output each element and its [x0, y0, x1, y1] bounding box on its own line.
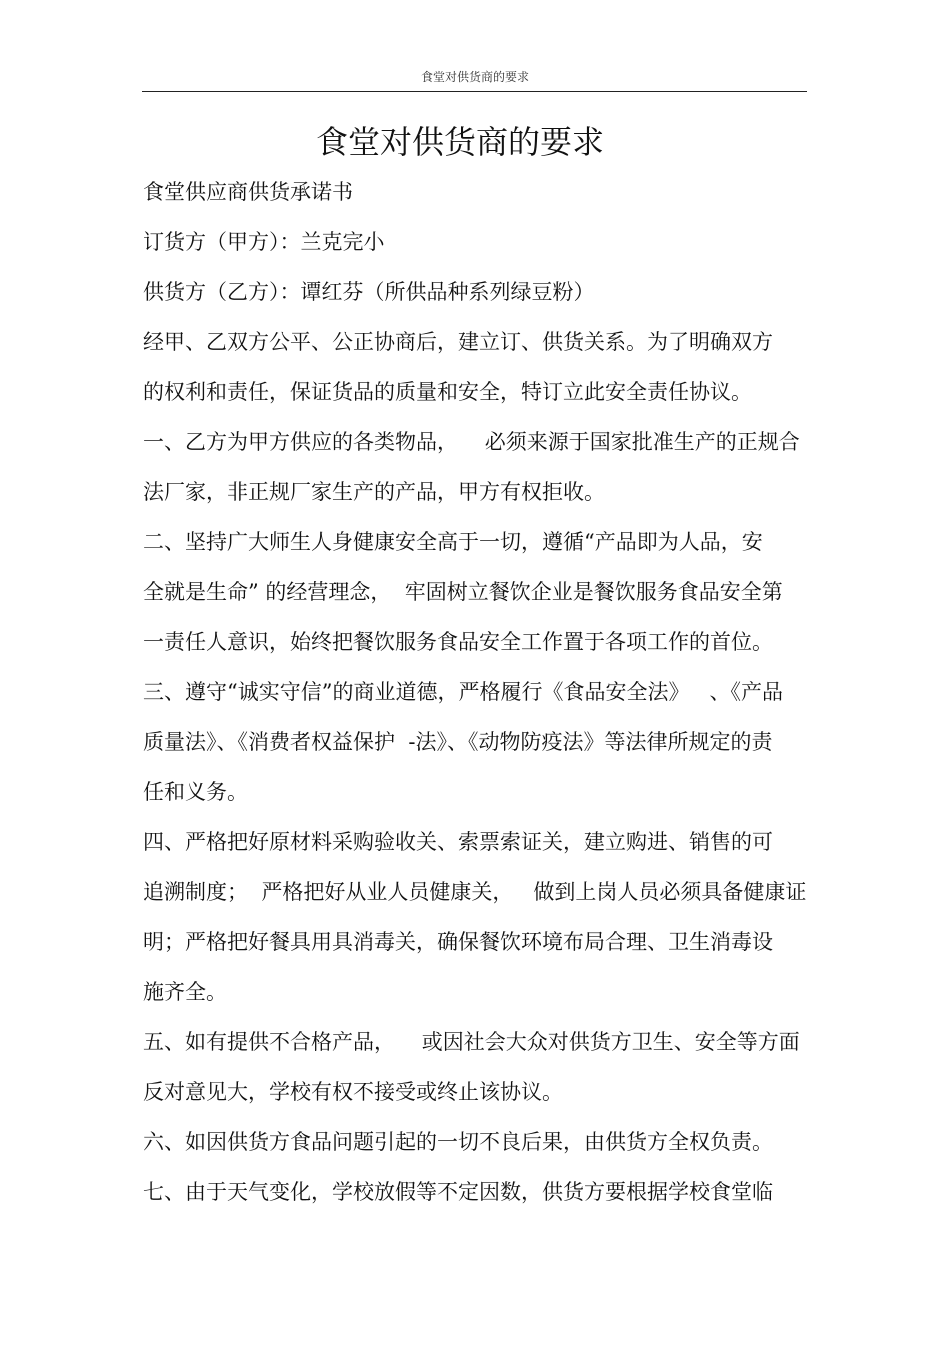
- body-line: 追溯制度； 严格把好从业人员健康关， 做到上岗人员必须具备健康证: [143, 880, 807, 904]
- body-line: 二、坚持广大师生人身健康安全高于一切，遵循“产品即为人品，安: [143, 530, 763, 554]
- body-line: 四、严格把好原材料采购验收关、索票索证关，建立购进、销售的可: [143, 830, 773, 854]
- body-line: 五、如有提供不合格产品， 或因社会大众对供货方卫生、安全等方面: [143, 1030, 800, 1054]
- body-line: 明；严格把好餐具用具消毒关，确保餐饮环境布局合理、卫生消毒设: [143, 930, 773, 954]
- body-line: 任和义务。: [143, 780, 248, 804]
- body-line: 质量法》、《消费者权益保护 -法》、《动物防疫法》等法律所规定的责: [143, 730, 773, 754]
- body-line: 三、遵守“诚实守信”的商业道德，严格履行《食品安全法》 、《产品: [143, 680, 783, 704]
- body-line: 全就是生命” 的经营理念， 牢固树立餐饮企业是餐饮服务食品安全第: [143, 580, 783, 604]
- body-line: 施齐全。: [143, 980, 227, 1004]
- body-line: 订货方（甲方）：兰克完小: [143, 230, 385, 254]
- header-divider: [142, 91, 807, 92]
- body-line: 六、如因供货方食品问题引起的一切不良后果，由供货方全权负责。: [143, 1130, 773, 1154]
- body-line: 的权利和责任，保证货品的质量和安全，特订立此安全责任协议。: [143, 380, 752, 404]
- body-line: 一责任人意识，始终把餐饮服务食品安全工作置于各项工作的首位。: [143, 630, 773, 654]
- body-line: 供货方（乙方）：谭红芬（所供品种系列绿豆粉）: [143, 280, 595, 304]
- body-line: 反对意见大，学校有权不接受或终止该协议。: [143, 1080, 563, 1104]
- body-line: 食堂供应商供货承诺书: [143, 180, 353, 204]
- body-line: 经甲、乙双方公平、公正协商后，建立订、供货关系。为了明确双方: [143, 330, 773, 354]
- running-header: 食堂对供货商的要求: [420, 70, 529, 84]
- document-title: 食堂对供货商的要求: [315, 123, 604, 161]
- body-line: 法厂家，非正规厂家生产的产品，甲方有权拒收。: [143, 480, 605, 504]
- body-line: 七、由于天气变化，学校放假等不定因数，供货方要根据学校食堂临: [143, 1180, 773, 1204]
- body-line: 一、乙方为甲方供应的各类物品， 必须来源于国家批准生产的正规合: [143, 430, 800, 454]
